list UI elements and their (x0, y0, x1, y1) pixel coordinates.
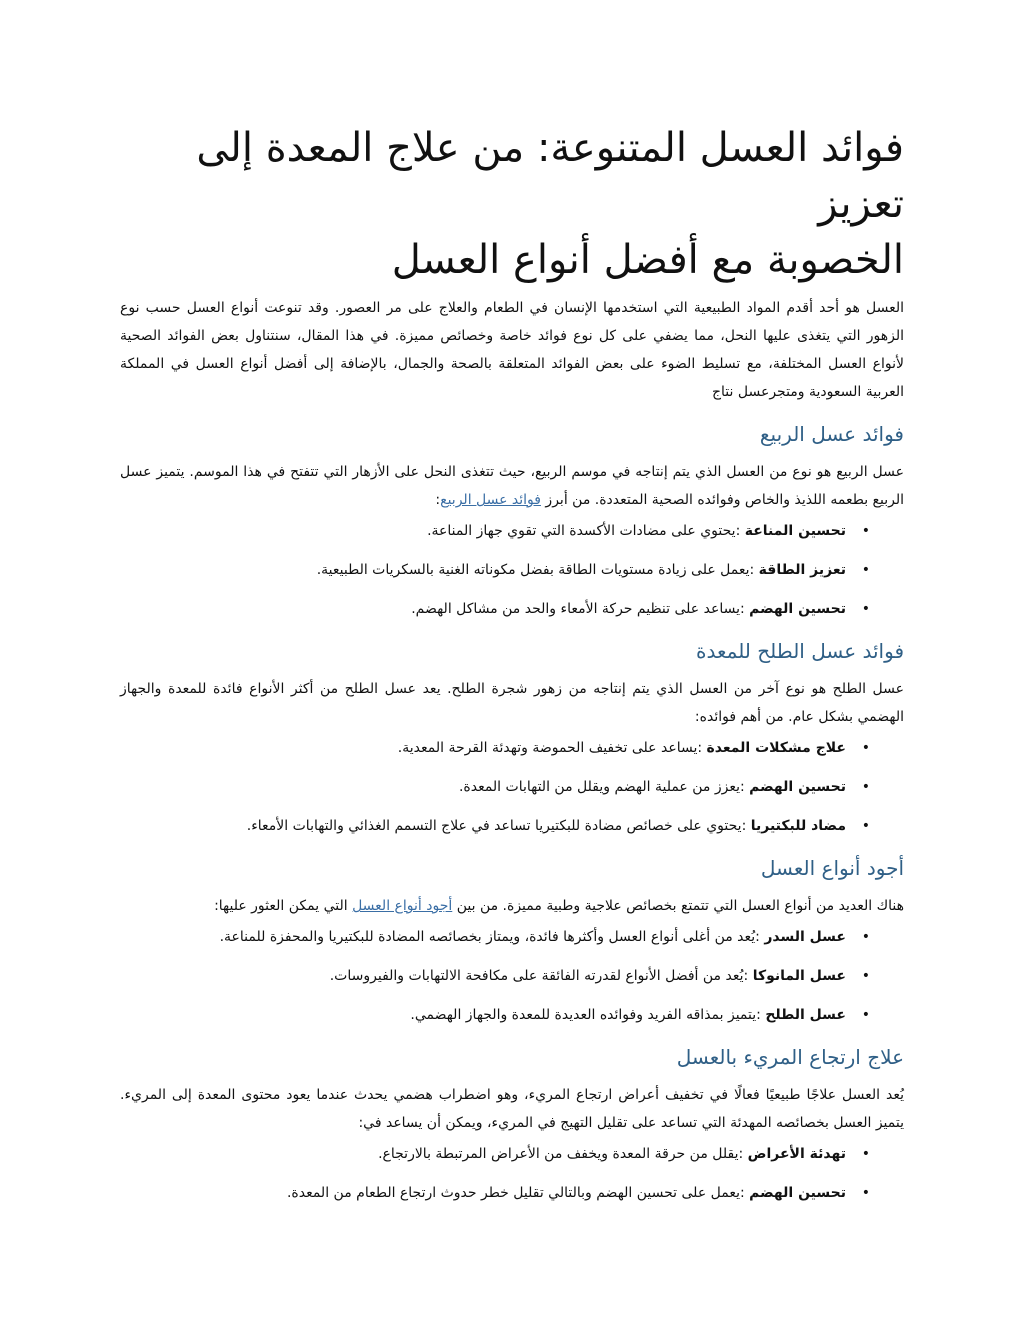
section-heading-reflux: علاج ارتجاع المريء بالعسل (676, 1045, 904, 1069)
list-item-text: :يُعد من أفضل الأنواع لقدرته الفائقة على مكافحة الالتهابات والفيروسات. (329, 968, 753, 984)
list-item-title: تحسين الهضم (749, 1185, 846, 1201)
bullet-icon: • (861, 1185, 870, 1201)
list-item (120, 598, 870, 620)
list-item-title: تحسين المناعة (744, 523, 846, 539)
list-item (120, 1004, 870, 1026)
bullet-icon: • (861, 929, 870, 945)
list-item (120, 815, 870, 837)
list-item-title: عسل السدر (764, 929, 846, 945)
list-item-text: :يقلل من حرقة المعدة ويخفف من الأعراض المرتبطة بالارتجاع. (378, 1146, 748, 1162)
list-item (120, 1143, 870, 1165)
list-item-text: :يعمل على زيادة مستويات الطاقة بفضل مكوناته الغنية بالسكريات الطبيعية. (316, 562, 759, 578)
intro-paragraph: العسل هو أحد أقدم المواد الطبيعية التي استخدمها الإنسان في الطعام والعلاج على مر العصور. وقد تنوعت أنواع العسل حسب نوع الزهور التي يتغذى عليها النحل، مما يضفي على كل نوع فوائد خاصة وخصائص مميزة. في هذا المقال، سنتناول بعض الفوائد الصحية لأنواع العسل المختلفة، مع تسليط الضوء على بعض الفوائد المتعلقة بالصحة والجمال، بالإضافة إلى أفضل أنواع العسل في المملكة العربية السعودية ومتجرعسل نتاج (120, 300, 904, 400)
section-heading-talh: فوائد عسل الطلح للمعدة (696, 639, 904, 663)
list-item (120, 776, 870, 798)
reflux-benefits-list (120, 1143, 904, 1204)
section-heading-spring: فوائد عسل الربيع (759, 422, 904, 446)
list-item (120, 737, 870, 759)
list-item-text: :يحتوي على خصائص مضادة للبكتيريا تساعد في علاج التسمم الغذائي والتهابات الأمعاء. (246, 818, 751, 834)
document-content (120, 120, 904, 1221)
bullet-icon: • (861, 601, 870, 617)
reflux-paragraph: يُعد العسل علاجًا طبيعيًا فعالًا في تخفيف أعراض ارتجاع المريء، وهو اضطراب هضمي يحدث عندما يعود محتوى المعدة إلى المريء. يتميز العسل بخصائصه المهدئة التي تساعد على تقليل التهيج في المريء، ويمكن أن يساعد في: (120, 1087, 904, 1131)
list-item (120, 926, 870, 948)
spring-text-before: عسل الربيع هو نوع من العسل الذي يتم إنتاجه في موسم الربيع، حيث تتغذى النحل على الأزهار التي تتفتح في هذا الموسم. يتميز عسل الربيع بطعمه اللذيذ والخاص وفوائده الصحية المتعددة. من أبرز (120, 464, 904, 508)
list-item-title: عسل الطلح (765, 1007, 846, 1023)
bullet-icon: • (861, 1146, 870, 1162)
list-item-title: علاج مشكلات المعدة (706, 740, 846, 756)
list-item (120, 520, 870, 542)
spring-benefits-link[interactable]: فوائد عسل الربيع (440, 492, 541, 508)
list-item-title: مضاد للبكتيريا (750, 818, 846, 834)
list-item-title: تهدئة الأعراض (747, 1146, 846, 1162)
spring-benefits-list (120, 520, 904, 620)
spring-paragraph (120, 458, 904, 514)
best-text-after: التي يمكن العثور عليها: (214, 898, 353, 914)
list-item-text: :يساعد على تنظيم حركة الأمعاء والحد من مشاكل الهضم. (411, 601, 750, 617)
best-paragraph (120, 892, 904, 920)
spring-text-after: : (435, 492, 441, 508)
list-item-text: :يعمل على تحسين الهضم وبالتالي تقليل خطر حدوث ارتجاع الطعام من المعدة. (286, 1185, 750, 1201)
bullet-icon: • (861, 968, 870, 984)
best-text-before: هناك العديد من أنواع العسل التي تتمتع بخصائص علاجية وطبية مميزة. من بين (452, 898, 904, 914)
best-honey-link[interactable]: أجود أنواع العسل (352, 898, 453, 914)
bullet-icon: • (861, 779, 870, 795)
bullet-icon: • (861, 740, 870, 756)
bullet-icon: • (861, 562, 870, 578)
document-title (120, 120, 904, 288)
list-item-text: :يُعد من أغلى أنواع العسل وأكثرها فائدة، ويمتاز بخصائصه المضادة للبكتيريا والمحفزة للمناعة. (219, 929, 765, 945)
list-item (120, 1182, 870, 1204)
list-item (120, 559, 870, 581)
bullet-icon: • (861, 818, 870, 834)
list-item-text: :يحتوي على مضادات الأكسدة التي تقوي جهاز المناعة. (427, 523, 745, 539)
list-item (120, 965, 870, 987)
list-item-title: تعزيز الطاقة (758, 562, 846, 578)
list-item-title: تحسين الهضم (749, 601, 846, 617)
title-line-2: الخصوبة مع أفضل أنواع العسل (391, 237, 904, 283)
talh-paragraph: عسل الطلح هو نوع آخر من العسل الذي يتم إنتاجه من زهور شجرة الطلح. يعد عسل الطلح من أكثر الأنواع فائدة للمعدة والجهاز الهضمي بشكل عام. من أهم فوائده: (120, 681, 904, 725)
list-item-title: تحسين الهضم (749, 779, 846, 795)
list-item-text: :يعزز من عملية الهضم ويقلل من التهابات المعدة. (458, 779, 750, 795)
best-honey-list (120, 926, 904, 1026)
list-item-text: :يتميز بمذاقه الفريد وفوائده العديدة للمعدة والجهاز الهضمي. (410, 1007, 766, 1023)
list-item-title: عسل المانوكا (752, 968, 846, 984)
bullet-icon: • (861, 523, 870, 539)
title-line-1: فوائد العسل المتنوعة: من علاج المعدة إلى تعزيز (196, 125, 904, 227)
bullet-icon: • (861, 1007, 870, 1023)
section-heading-best: أجود أنواع العسل (760, 856, 904, 880)
talh-benefits-list (120, 737, 904, 837)
list-item-text: :يساعد على تخفيف الحموضة وتهدئة القرحة المعدية. (397, 740, 707, 756)
